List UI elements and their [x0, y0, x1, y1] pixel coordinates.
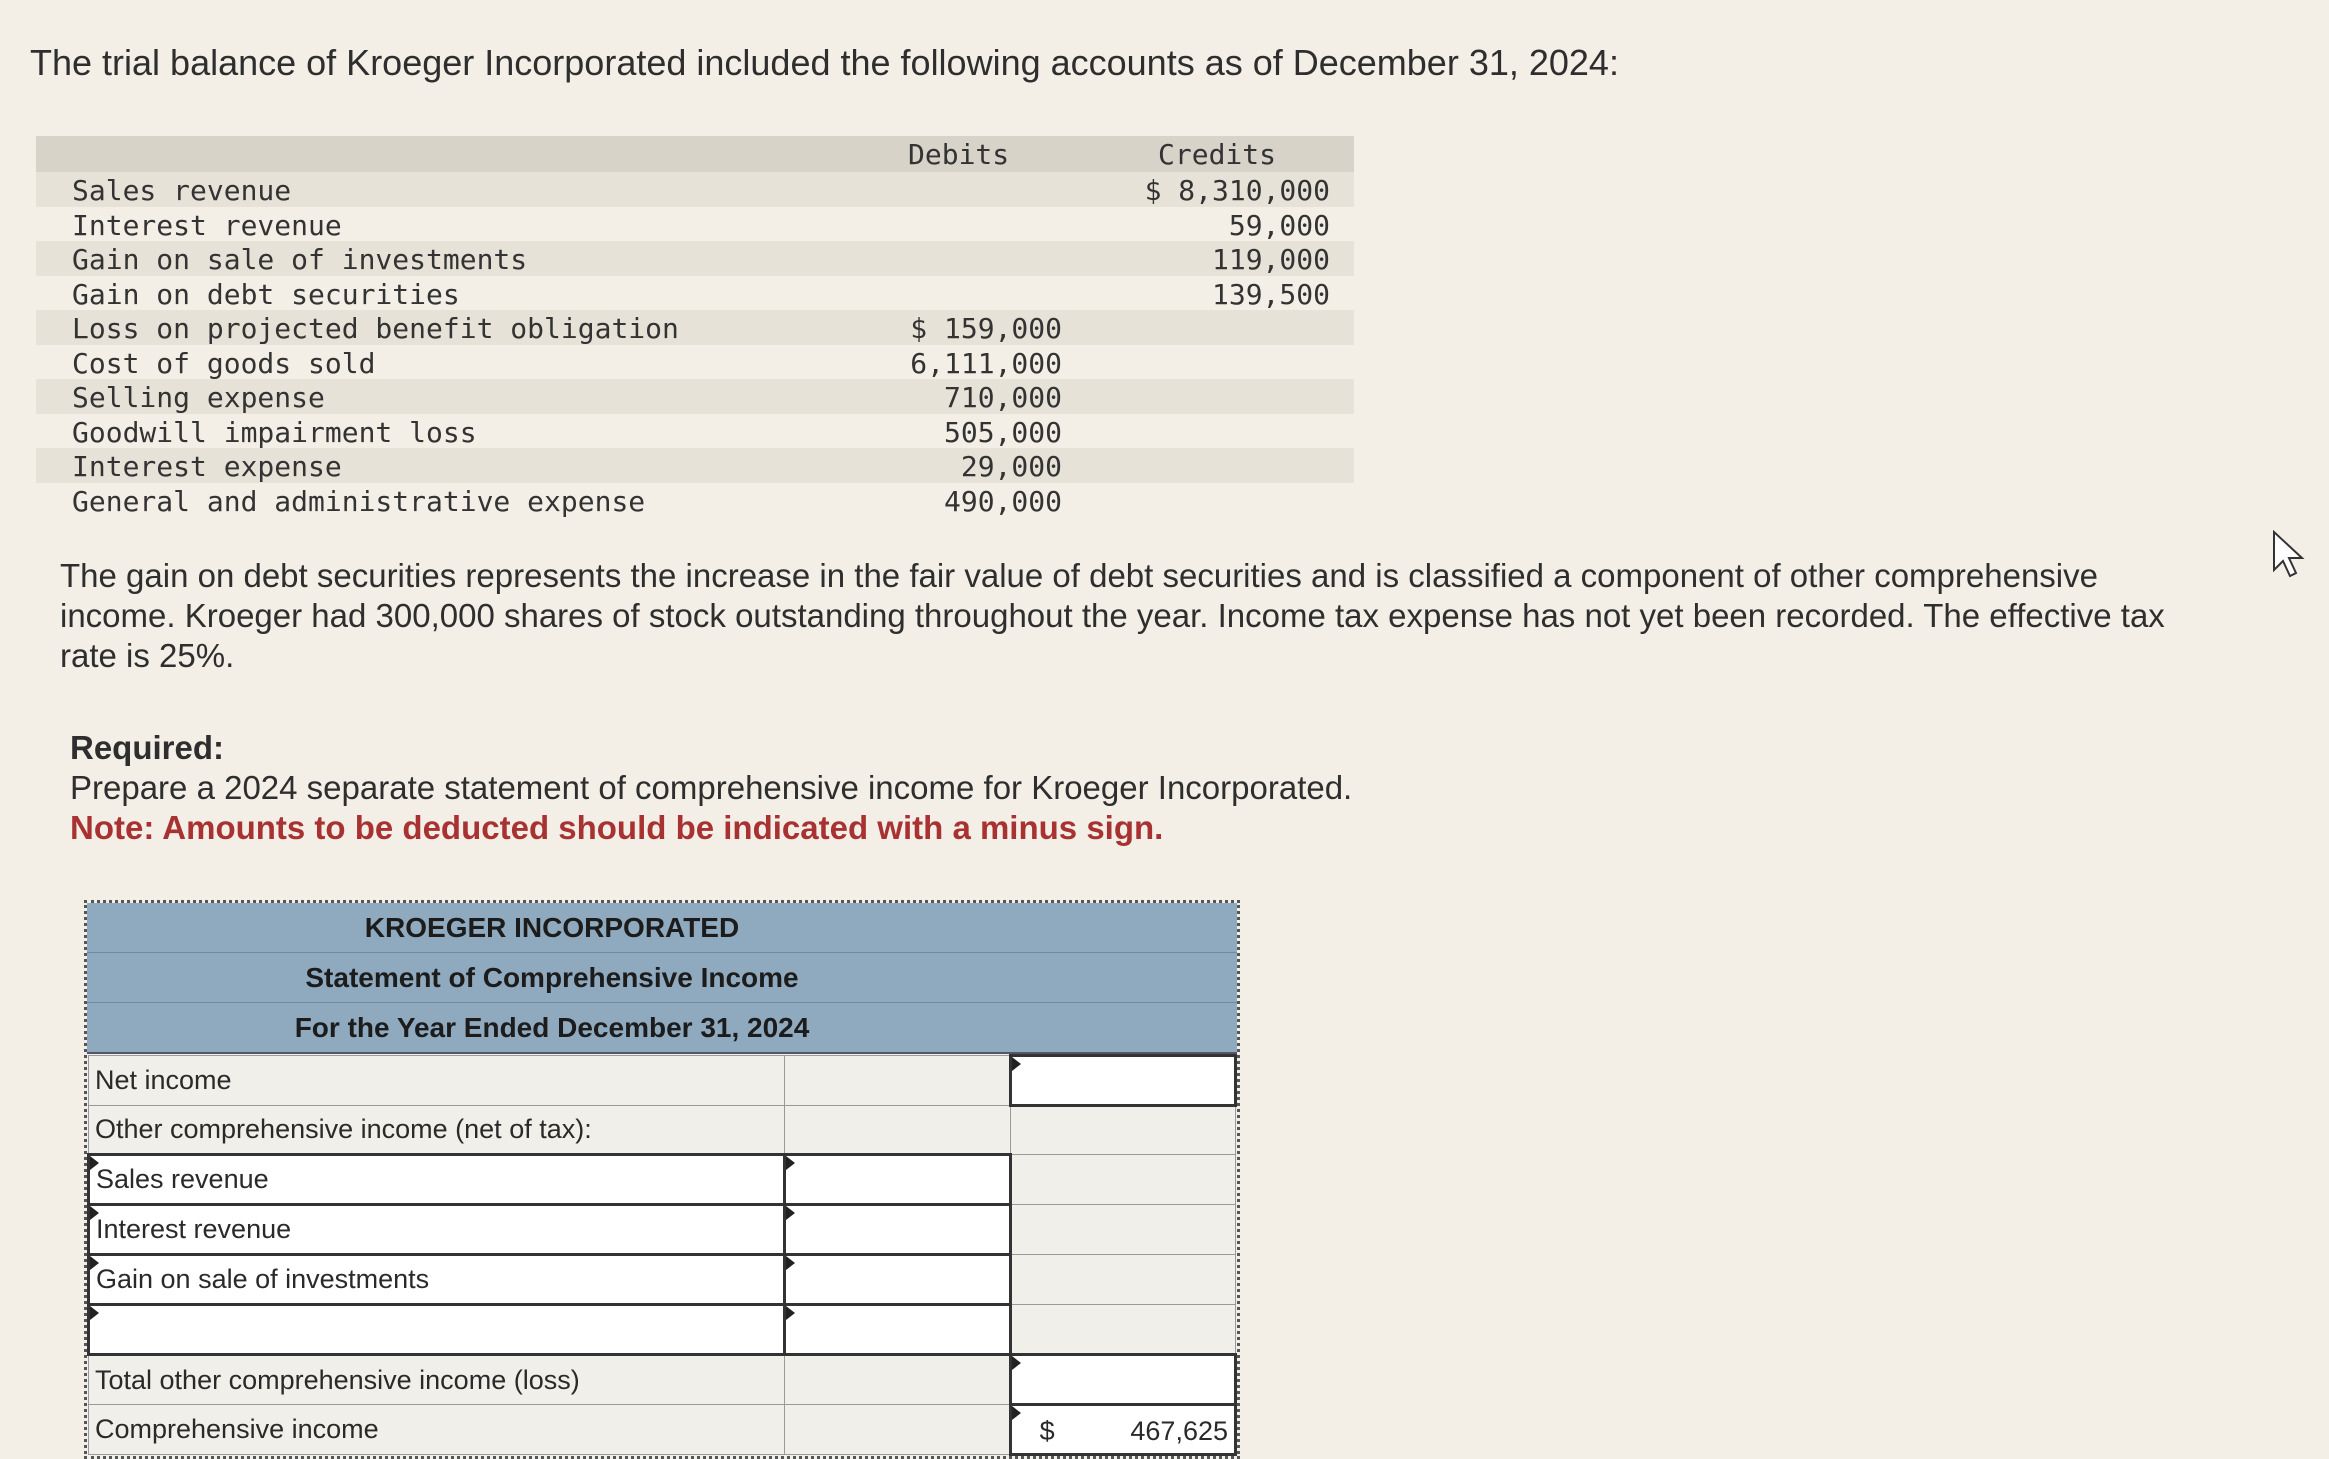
mouse-pointer-icon: [2270, 530, 2310, 580]
account-name: Goodwill impairment loss: [72, 415, 477, 449]
table-row: [36, 379, 1354, 414]
amount-cell-outer: [1010, 1205, 1235, 1255]
table-row: [36, 207, 1354, 242]
table-row: [89, 1305, 1236, 1355]
comprehensive-income-amount: 467,625: [1130, 1416, 1228, 1446]
account-name: Gain on debt securities: [72, 277, 460, 311]
account-name: Loss on projected benefit obligation: [72, 312, 679, 345]
debit-value: $ 159,000: [910, 312, 1062, 345]
amount-cell-inner: [785, 1106, 1010, 1155]
amount-cell-outer: [1010, 1106, 1235, 1155]
row-label: Other comprehensive income (net of tax):: [89, 1106, 785, 1155]
amount-cell-outer: [1010, 1255, 1235, 1305]
statement-header: [87, 903, 1237, 1054]
oci-item-select[interactable]: [89, 1155, 785, 1205]
dropdown-flag-icon: [1012, 1057, 1021, 1071]
oci-item-select[interactable]: [89, 1305, 785, 1355]
dropdown-flag-icon: [90, 1206, 99, 1220]
table-row: [89, 1255, 1236, 1305]
total-oci-input[interactable]: [1010, 1355, 1235, 1405]
trial-balance-table: [36, 136, 1354, 517]
table-row: [89, 1205, 1236, 1255]
trial-balance-header: [36, 136, 1354, 172]
debit-value: 490,000: [943, 484, 1062, 518]
credit-value: 59,000: [1228, 208, 1330, 242]
statement-worksheet: [84, 900, 1240, 1459]
amount-cell-outer: [1010, 1305, 1235, 1355]
account-name: Interest revenue: [72, 208, 342, 242]
table-row: [89, 1106, 1236, 1155]
statement-period: For the Year Ended December 31, 2024: [294, 1012, 810, 1043]
account-name: Cost of goods sold: [72, 346, 376, 380]
row-label: Total other comprehensive income (loss): [89, 1355, 785, 1405]
dropdown-flag-icon: [786, 1206, 795, 1220]
dropdown-flag-icon: [1012, 1356, 1021, 1370]
oci-amount-input[interactable]: [785, 1205, 1010, 1255]
dropdown-flag-icon: [90, 1156, 99, 1170]
dropdown-flag-icon: [786, 1256, 795, 1270]
row-label: Sales revenue: [96, 1164, 269, 1194]
account-name: General and administrative expense: [72, 484, 646, 518]
debit-value: 710,000: [943, 381, 1062, 414]
dropdown-flag-icon: [786, 1156, 795, 1170]
oci-amount-input[interactable]: [785, 1155, 1010, 1205]
oci-amount-input[interactable]: [785, 1255, 1010, 1305]
amount-cell-outer: [1010, 1155, 1235, 1205]
debit-value: 29,000: [960, 450, 1062, 483]
currency-symbol: $: [1039, 1416, 1055, 1446]
debit-value: 6,111,000: [910, 346, 1062, 380]
table-row: [36, 414, 1354, 449]
credit-value: 139,500: [1211, 277, 1330, 311]
dropdown-flag-icon: [90, 1306, 99, 1320]
table-row: [36, 172, 1354, 207]
credit-value: $ 8,310,000: [1144, 174, 1330, 207]
table-row: [89, 1056, 1236, 1106]
credits-header: Credits: [1158, 138, 1277, 171]
credit-value: 119,000: [1211, 243, 1330, 276]
table-row: [89, 1355, 1236, 1405]
required-title: Required:: [70, 729, 225, 766]
row-label: Net income: [89, 1056, 785, 1106]
statement-title: Statement of Comprehensive Income: [87, 953, 1237, 1003]
oci-item-select[interactable]: [89, 1205, 785, 1255]
dropdown-flag-icon: [786, 1306, 795, 1320]
amount-cell-inner: [785, 1056, 1010, 1106]
account-name: Sales revenue: [72, 174, 292, 207]
net-income-input[interactable]: [1010, 1056, 1235, 1106]
table-row: [89, 1155, 1236, 1205]
table-row: [89, 1405, 1236, 1455]
dropdown-flag-icon: [90, 1256, 99, 1270]
account-name: Interest expense: [72, 450, 342, 483]
table-row: [36, 448, 1354, 483]
statement-grid: [87, 1054, 1237, 1456]
debit-value: 505,000: [943, 415, 1062, 449]
oci-item-select[interactable]: [89, 1255, 785, 1305]
row-label: Interest revenue: [96, 1214, 292, 1244]
account-name: Gain on sale of investments: [72, 243, 528, 276]
required-text: Prepare a 2024 separate statement of comprehensive income for Kroeger Incorporated.: [70, 769, 1353, 806]
oci-amount-input[interactable]: [785, 1305, 1010, 1355]
table-row: [36, 241, 1354, 276]
comprehensive-income-input[interactable]: [1010, 1405, 1235, 1455]
account-name: Selling expense: [72, 381, 325, 414]
problem-intro: The trial balance of Kroeger Incorporated included the following accounts as of December 31, 2024:: [30, 42, 1619, 83]
table-row: [36, 276, 1354, 311]
required-note: Note: Amounts to be deducted should be indicated with a minus sign.: [70, 809, 1164, 846]
table-row: [36, 310, 1354, 345]
required-section: [70, 728, 1352, 848]
table-row: [36, 345, 1354, 380]
dropdown-flag-icon: [1012, 1406, 1021, 1420]
amount-cell-inner: [785, 1355, 1010, 1405]
table-row: [36, 483, 1354, 518]
row-label: Gain on sale of investments: [96, 1264, 430, 1294]
debits-header: Debits: [908, 138, 1010, 171]
row-label: Comprehensive income: [89, 1405, 785, 1455]
amount-cell-inner: [785, 1405, 1010, 1455]
problem-details: The gain on debt securities represents the increase in the fair value of debt securities and is classified a component of other comprehensive income. Kroeger had 300,000 shares of stock outstanding throughout the year. Income tax expense has not yet been recorded. The effective tax rate is 25%.: [60, 557, 2165, 674]
company-name: KROEGER INCORPORATED: [87, 903, 1237, 953]
